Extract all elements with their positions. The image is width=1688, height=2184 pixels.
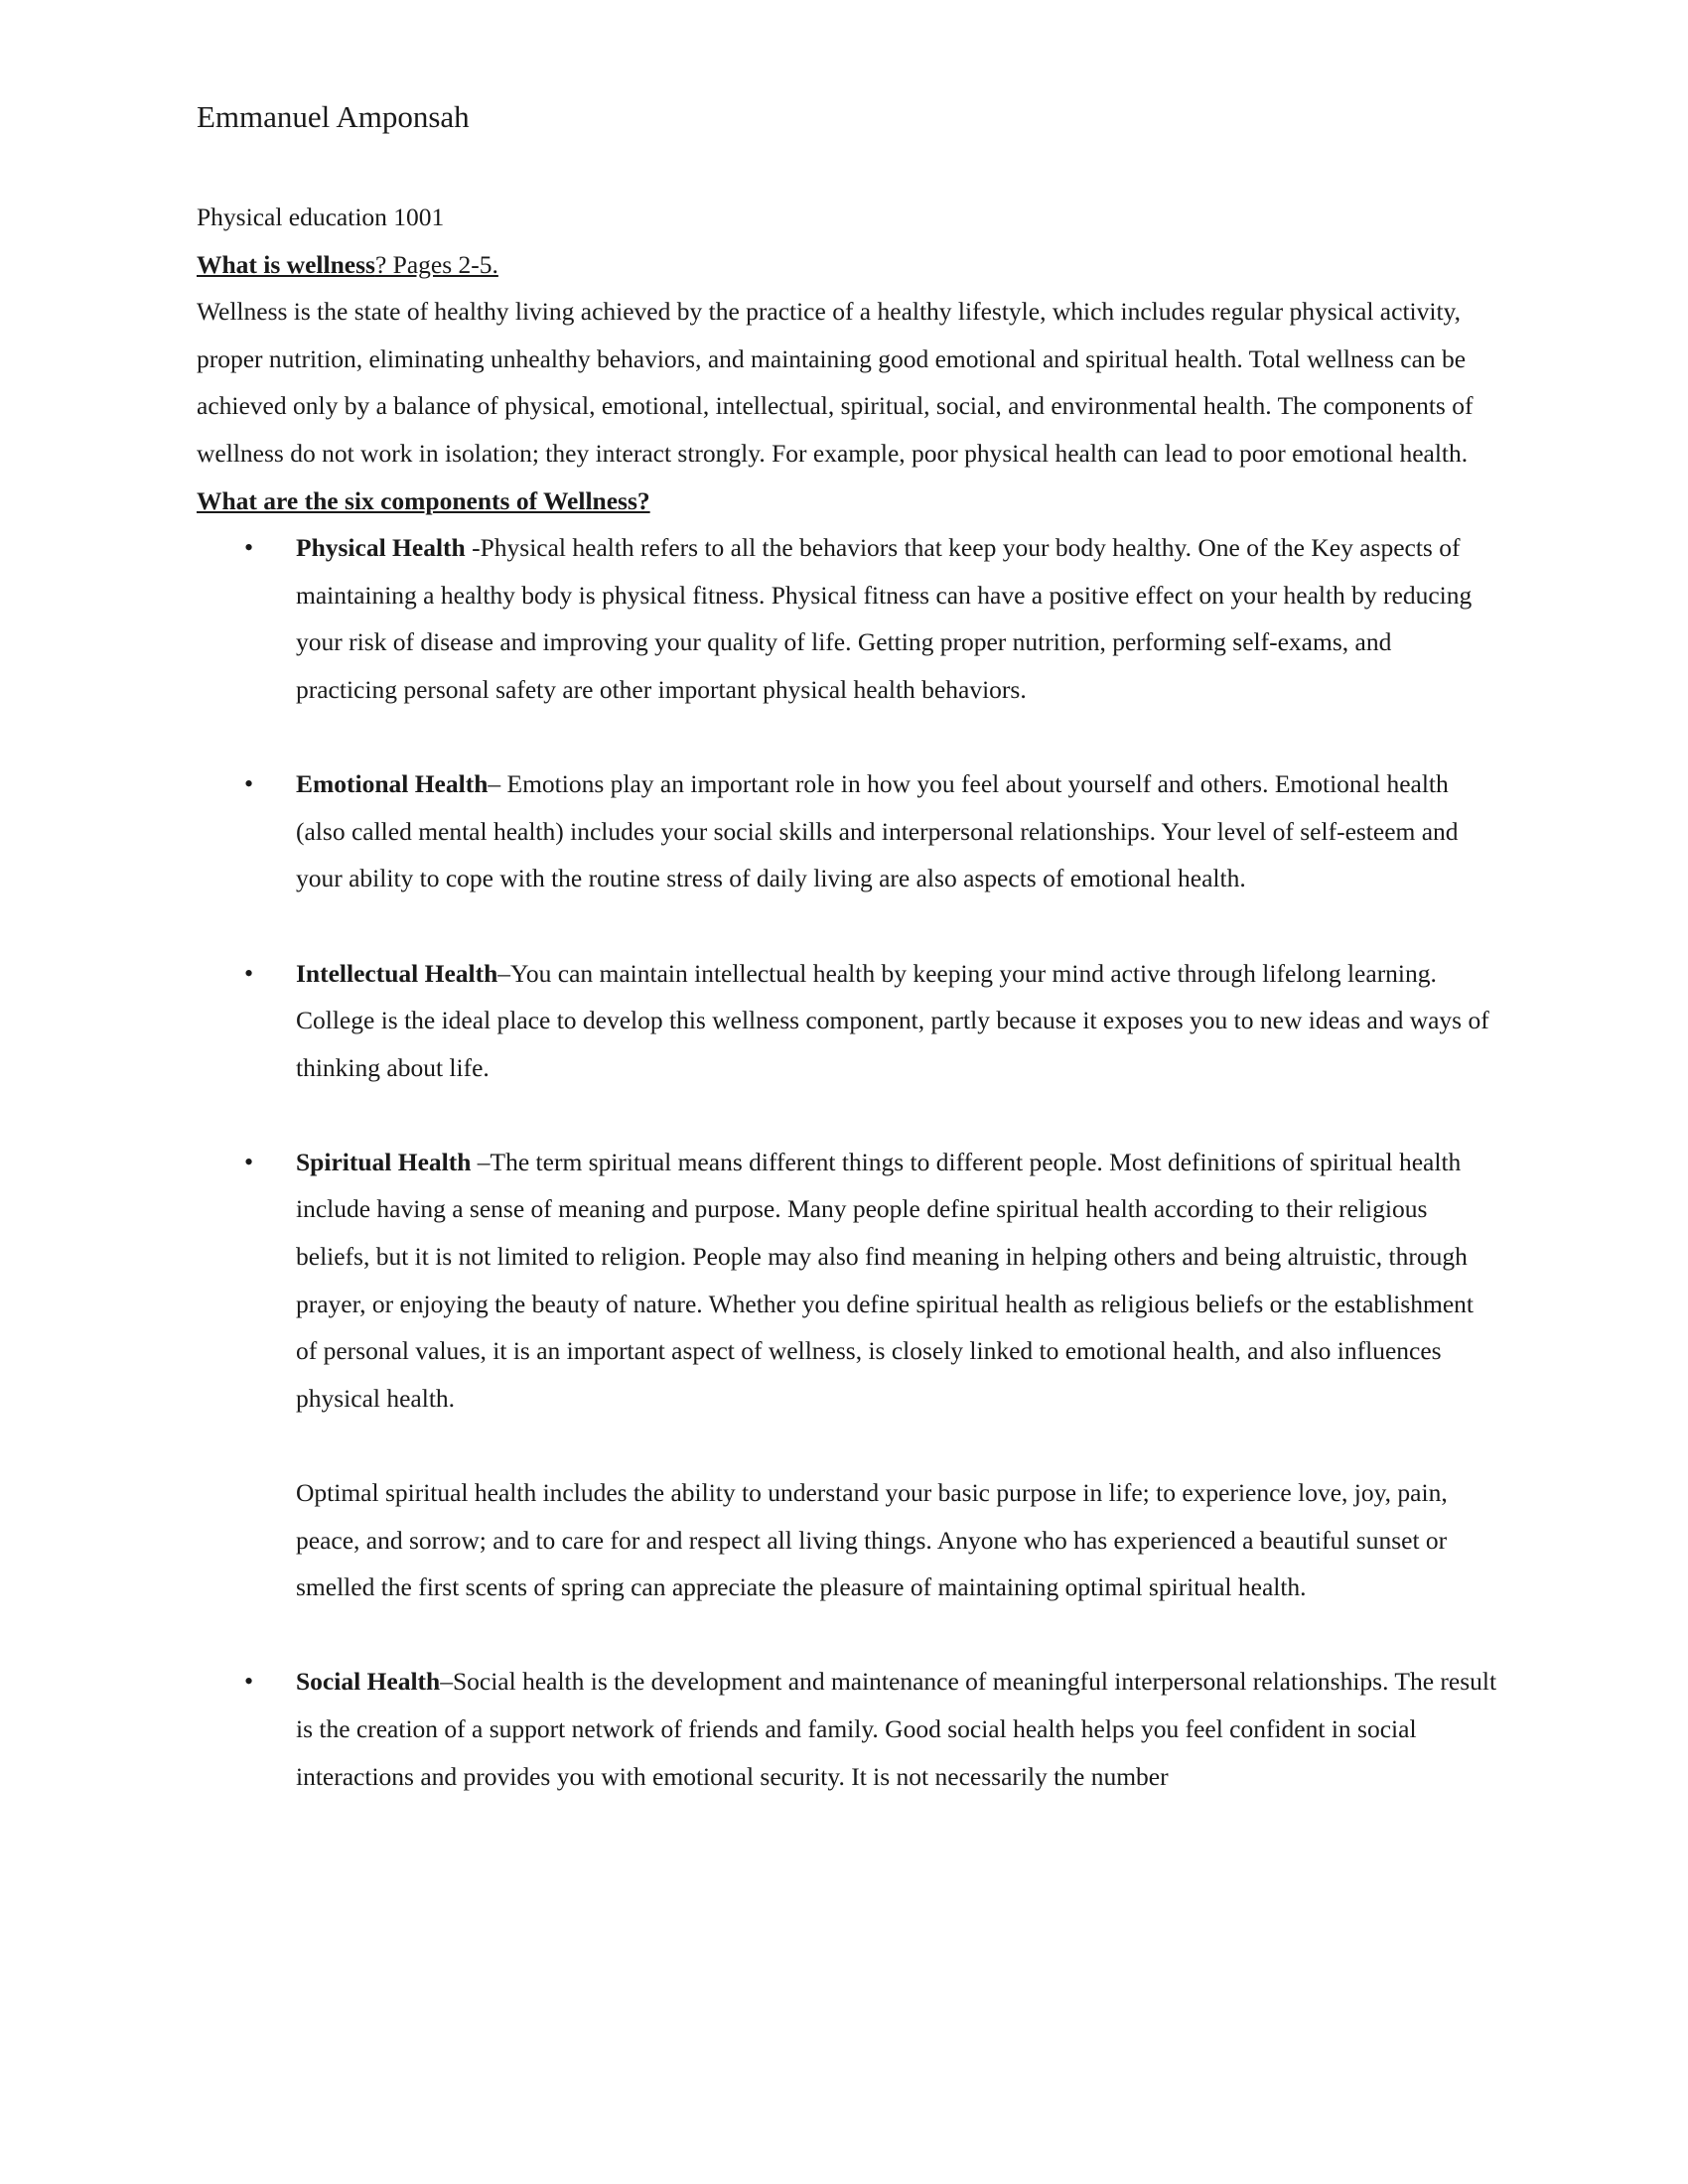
list-item-term: Social Health	[296, 1667, 441, 1697]
list-item-paragraph	[296, 760, 1497, 902]
list-item-physical-health	[197, 524, 1497, 713]
list-item-intellectual-health	[197, 950, 1497, 1092]
author-name: Emmanuel Amponsah	[197, 99, 470, 134]
course-title: Physical education 1001	[197, 203, 445, 231]
section-heading-components	[197, 478, 1497, 525]
section-heading-wellness-pages: ? Pages 2-5.	[374, 249, 498, 279]
list-item-paragraph	[296, 950, 1497, 1092]
section-heading-wellness-bold: What is wellness	[197, 249, 375, 279]
section-heading-wellness	[197, 241, 1497, 289]
list-item-social-health	[197, 1658, 1497, 1800]
list-item-text: – Emotions play an important role in how you feel about yourself and others. Emotional health (also called mental health) includes your social skills and interpersonal relationships. Your level of self-esteem and your ability to cope with the routine stress of daily living are also aspects of emotional health.	[296, 769, 1459, 893]
list-item-paragraph	[296, 524, 1497, 713]
list-item-text: –The term spiritual means different things to different people. Most definitions of spiritual health include having a sense of meaning and purpose. Many people define spiritual health according to their religious beliefs, but it is not limited to religion. People may also find meaning in helping others and being altruistic, through prayer, or enjoying the beauty of nature. Whether you define spiritual health as religious beliefs or the establishment of personal values, it is an important aspect of wellness, is closely linked to emotional health, and also influences physical health.	[296, 1147, 1475, 1413]
list-item-paragraph	[296, 1139, 1497, 1423]
list-item-term: Spiritual Health	[296, 1147, 478, 1176]
section-heading-components-text: What are the six components of Wellness?	[197, 485, 650, 515]
list-item-term: Emotional Health	[296, 769, 489, 799]
list-item-paragraph-continued: Optimal spiritual health includes the ability to understand your basic purpose in life; to experience love, joy, pain, peace, and sorrow; and to care for and respect all living things. Anyone who has experienced a beautiful sunset or smelled the first scents of spring can appreciate the pleasure of maintaining optimal spiritual health.	[296, 1478, 1448, 1602]
list-item-text: -Physical health refers to all the behaviors that keep your body healthy. One of the Key aspects of maintaining a healthy body is physical fitness. Physical fitness can have a positive effect on your health by reducing your risk of disease and improving your quality of life. Getting proper nutrition, performing self-exams, and practicing personal safety are other important physical health behaviors.	[296, 533, 1473, 704]
list-item-term: Physical Health	[296, 533, 473, 563]
list-item-spiritual-health	[197, 1139, 1497, 1611]
list-item-paragraph	[296, 1658, 1497, 1800]
list-item-emotional-health	[197, 760, 1497, 902]
wellness-definition-paragraph: Wellness is the state of healthy living achieved by the practice of a healthy lifestyle, which includes regular physical activity, proper nutrition, eliminating unhealthy behaviors, and maintaining good emotional and spiritual health. Total wellness can be achieved only by a balance of physical, emotional, intellectual, spiritual, social, and environmental health. The components of wellness do not work in isolation; they interact strongly. For example, poor physical health can lead to poor emotional health.	[197, 297, 1474, 468]
list-item-text: –Social health is the development and maintenance of meaningful interpersonal relationships. The result is the creation of a support network of friends and family. Good social health helps you feel confident in social interactions and provides you with emotional security. It is not necessarily the number	[296, 1667, 1497, 1791]
list-item-text: –You can maintain intellectual health by keeping your mind active through lifelong learning. College is the ideal place to develop this wellness component, partly because it exposes you to new ideas and ways of thinking about life.	[296, 958, 1489, 1082]
list-item-term: Intellectual Health	[296, 958, 498, 988]
document-body	[197, 194, 1497, 1847]
components-list	[197, 524, 1497, 1800]
